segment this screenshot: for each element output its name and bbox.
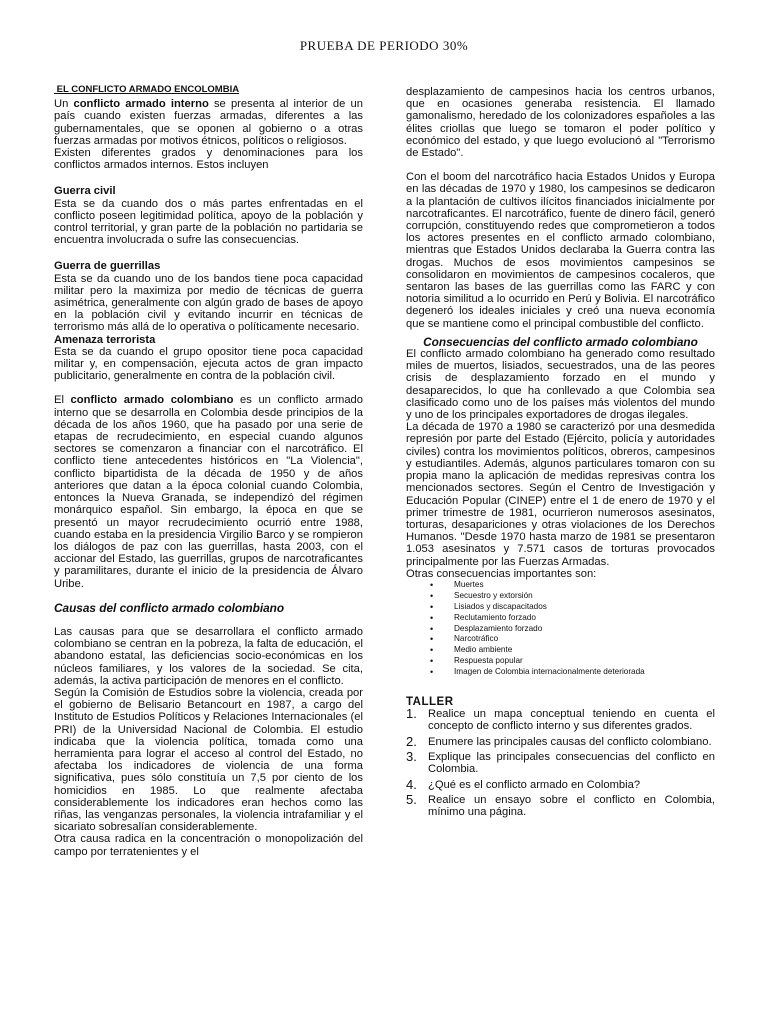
workshop-item-text: Enumere las principales causas del conflicto colombiano.: [428, 735, 712, 748]
workshop-item-text: Realice un mapa conceptual teniendo en cuenta el concepto de conflicto interno y sus diferentes grados.: [428, 708, 715, 733]
workshop-heading: TALLER: [406, 696, 454, 709]
intro-term: conflicto armado interno: [73, 98, 209, 111]
left-column: [54, 84, 363, 858]
colombian-conflict-paragraph: [54, 394, 363, 589]
workshop-list: [406, 708, 715, 818]
causes-paragraph-2: Según la Comisión de Estudios sobre la violencia, creada por el gobierno de Belisario Betancourt en 1987, a cargo del Instituto de Estudios Políticos y Relaciones Internacionales (el PRI) de la Universidad Nacional de Colombia. El estudio indicaba que la violencia política, tomada como una herramienta para lograr el acceso al control del Estado, no afectaba los indicadores de violencia de una forma significativa, pues sólo constituía un 7,5 por ciento de los homicidios en 1985. Lo que realmente afectaba considerablemente los indicadores eran hechos como las riñas, las venganzas personales, la violencia intrafamiliar y el sicariato sobresalían considerablemente.: [54, 686, 363, 834]
consequences-list: [406, 580, 715, 678]
workshop-item-number: 2.: [406, 733, 417, 749]
workshop-item: [406, 708, 715, 732]
workshop-item-number: 3.: [406, 749, 417, 765]
consequences-paragraph-1: El conflicto armado colombiano ha generado como resultado miles de muertos, lisiados, secuestrados, una de las peores crisis de desplazamiento forzado en el mundo y desaparecidos, lo que ha conllevado a que Colombia sea clasificado como uno de los países más violentos del mundo y uno de los principales exportadores de drogas ilegales.: [406, 348, 715, 422]
workshop-item-number: 4.: [406, 776, 417, 792]
colombian-pre: El: [54, 394, 71, 407]
workshop-item-text: Realice un ensayo sobre el conflicto en Colombia, mínimo una página.: [428, 794, 715, 819]
terrorist-threat-heading: Amenaza terrorista: [54, 333, 156, 346]
list-item: • Secuestro y extorsión: [454, 591, 715, 602]
right-column: [406, 86, 715, 822]
guerrilla-war-heading: Guerra de guerrillas: [54, 260, 161, 273]
intro-paragraph: [54, 98, 363, 147]
list-item: • Narcotráfico: [454, 634, 715, 645]
list-item: • Desplazamiento forzado: [454, 624, 715, 635]
intro-paragraph-2: Existen diferentes grados y denominaciones para los conflictos armados internos. Estos incluyen: [54, 147, 363, 172]
intro-pre: Un: [54, 98, 74, 111]
colombian-term: conflicto armado colombiano: [70, 394, 234, 407]
list-item: • Lisiados y discapacitados: [454, 602, 715, 613]
consequences-paragraph-3: Otras consecuencias importantes son:: [406, 567, 597, 580]
consequences-paragraph-2: La década de 1970 a 1980 se caracterizó por una desmedida represión por parte del Estado (Ejército, policía y autoridades civiles) contra los movimientos políticos, obreros, campesinos y estudiantiles. Además, algunos particulares tomaron con su propia mano la aplicación de medidas represivas contra los mencionados sectores. Según el Centro de Investigación y Educación Popular (CINEP) entre el 1 de enero de 1970 y el primer trimestre de 1981, ocurrieron numerosos asesinatos, torturas, desapariciones y otras violaciones de los Derechos Humanos. "Desde 1970 hasta marzo de 1981 se presentaron 1.053 asesinatos y 7.571 casos de torturas provocados principalmente por las Fuerzas Armadas.: [406, 421, 715, 568]
civil-war-heading: Guerra civil: [54, 185, 116, 198]
page-title: PRUEBA DE PERIODO 30%: [299, 38, 469, 53]
continuation-paragraph-2: Con el boom del narcotráfico hacia Estados Unidos y Europa en las décadas de 1970 y 1980, los campesinos se dedicaron a la plantación de cultivos ilícitos financiados inicialmente por narcotraficantes. El narcotráfico, fuente de dinero fácil, generó corrupción, constituyendo redes que comprometieron a todos los actores presentes en el conflicto armado colombiano, mientras que Estados Unidos declaraba la Guerra contra las drogas. Muchos de esos movimientos campesinos se consolidaron en movimientos de campesinos cocaleros, que sentaron las bases de las guerrillas como las FARC y con notoria similitud a lo ocurrido en Perú y Bolivia. El narcotráfico degeneró los ideales iniciales y creó una nueva economía que se mantiene como el principal combustible del conflicto.: [406, 171, 715, 330]
guerrilla-war-text: Esta se da cuando uno de los bandos tiene poca capacidad militar pero la maximiza por medio de técnicas de guerra asimétrica, generalmente con algún grado de bases de apoyo en la población civil y evitando incurrir en técnicas de terrorismo más allá de lo operativa o políticamente necesario.: [54, 272, 363, 334]
causes-paragraph-3: Otra causa radica en la concentración o monopolización del campo por terratenientes y el: [54, 833, 363, 858]
workshop-item: [406, 776, 715, 792]
causes-heading: Causas del conflicto armado colombiano: [54, 600, 285, 615]
colombian-post: es un conflicto armado interno que se desarrolla en Colombia desde principios de la década de los años 1960, que ha pasado por una serie de etapas de recrudecimiento, en especial cuando algunos sectores se comenzaron a financiar con el narcotráfico. El conflicto tiene antecedentes históricos en "La Violencia", conflicto bipartidista de la década de 1950 y de años anteriores que datan a la época colonial cuando Colombia, entonces la Nueva Granada, se independizó del régimen monárquico español. Sin embargo, la época en que se presentó un mayor recrudecimiento ocurrió entre 1988, cuando estaba en la presidencia Virgilio Barco y se rompieron los diálogos de paz con las guerrillas, hasta 2003, con el accionar del Estado, las guerrillas, grupos de narcotraficantes y paramilitares, durante el inicio de la presidencia de Álvaro Uribe.: [54, 394, 363, 590]
causes-paragraph-1: Las causas para que se desarrollara el conflicto armado colombiano se centran en la pobreza, la falta de educación, el abandono estatal, las deficiencias socio-económicas en los núcleos familiares, y los valores de la sociedad. Se cita, además, la activa participación de menores en el conflicto.: [54, 625, 363, 687]
consequences-heading: Consecuencias del conflicto armado colombiano: [423, 334, 698, 349]
terrorist-threat-text: Esta se da cuando el grupo opositor tiene poca capacidad militar y, en compensación, ejecuta actos de gran impacto publicitario, generalmente en contra de la población civil.: [54, 345, 363, 383]
list-item: • Imagen de Colombia internacionalmente deteriorada: [454, 667, 715, 678]
workshop-item-text: Explique las principales consecuencias del conflicto en Colombia.: [428, 751, 715, 776]
workshop-item: [406, 794, 715, 818]
workshop-item-number: 5.: [406, 792, 417, 808]
workshop-item: [406, 751, 715, 775]
list-item: • Medio ambiente: [454, 645, 715, 656]
workshop-item-number: 1.: [406, 706, 417, 722]
list-item: • Reclutamiento forzado: [454, 613, 715, 624]
civil-war-text: Esta se da cuando dos o más partes enfrentadas en el conflicto poseen legitimidad política, apoyo de la población y control territorial, y gran parte de la población no partidaria se encuentra involucrada o sufre las consecuencias.: [54, 197, 363, 247]
intro-post: se presenta al interior de un país cuando existen fuerzas armadas, diferentes a las gubernamentales, que se oponen al gobierno o a otras fuerzas armadas por motivos étnicos, políticos o religiosos.: [54, 98, 363, 147]
continuation-paragraph-1: desplazamiento de campesinos hacia los centros urbanos, que en ocasiones generaba resistencia. El llamado gamonalismo, heredado de los colonizadores españoles a las élites criollas que luego se tomaron el poder político y económico del estado, y que luego evolucionó al "Terrorismo de Estado".: [406, 86, 715, 160]
document-heading: EL CONFLICTO ARMADO ENCOLOMBIA: [54, 84, 240, 95]
workshop-item: [406, 733, 715, 749]
list-item: • Respuesta popular: [454, 656, 715, 667]
list-item: • Muertes: [454, 580, 715, 591]
workshop-item-text: ¿Qué es el conflicto armado en Colombia?: [428, 778, 641, 791]
